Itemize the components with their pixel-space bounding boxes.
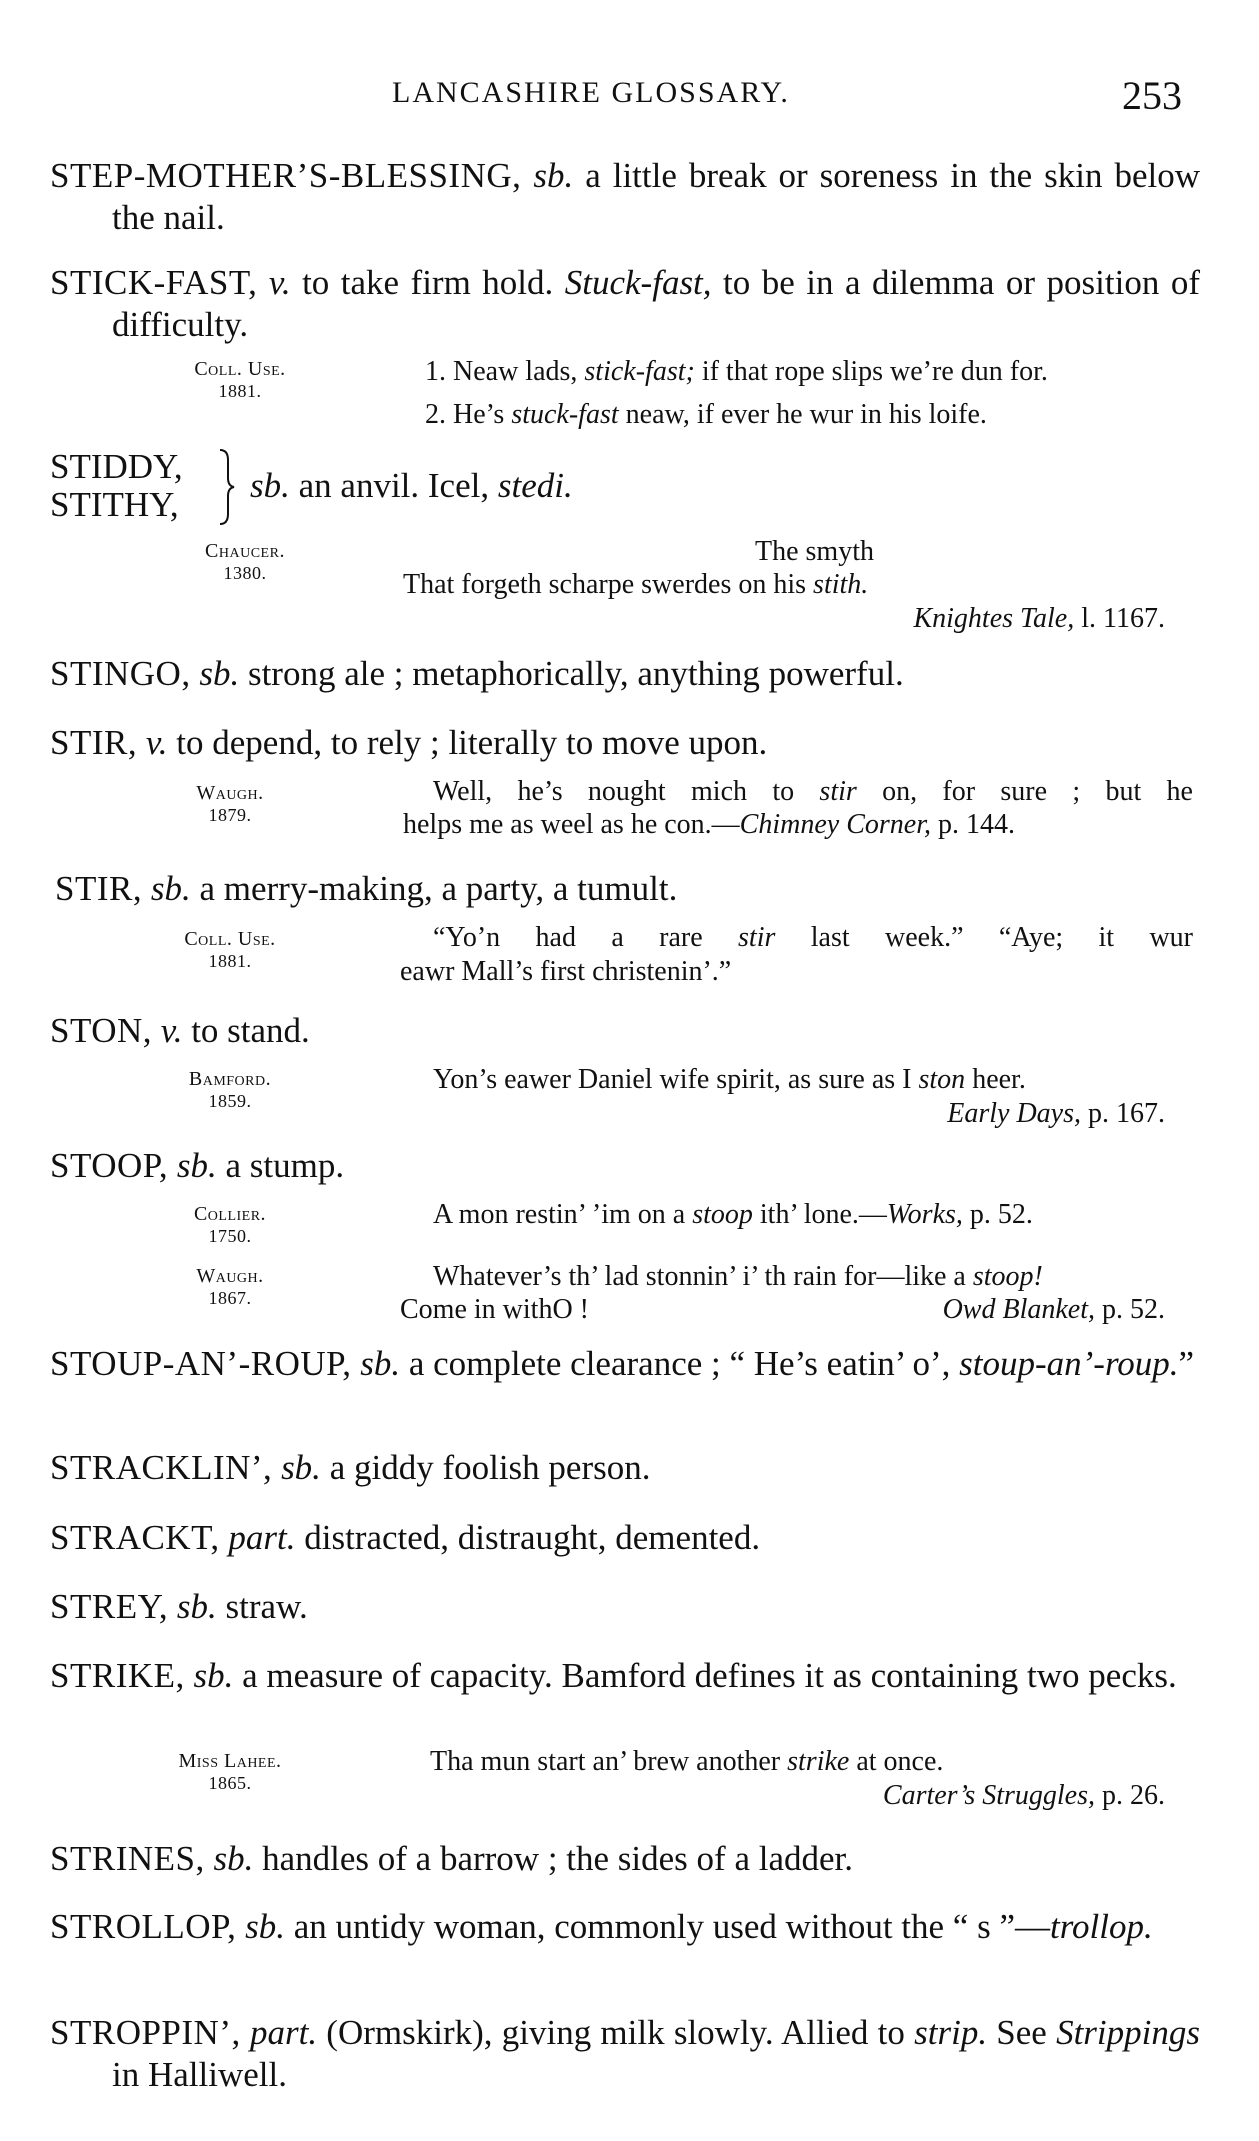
- definition-cont: to be in a dilemma or position of difficulty.: [112, 263, 1200, 344]
- source-year: 1750.: [208, 1226, 252, 1246]
- work-title: Early Days,: [947, 1098, 1081, 1129]
- definition: a measure of capacity. Bamford defines it as containing two pecks.: [233, 1656, 1177, 1695]
- source-name: Bamford.: [188, 1068, 272, 1090]
- source-name: Chaucer.: [205, 540, 285, 562]
- quotation-reference: [600, 1097, 1165, 1131]
- part-of-speech: sb.: [176, 1587, 217, 1626]
- definition-italic: Strippings: [1056, 2013, 1200, 2052]
- quotation-reference: [600, 602, 1165, 636]
- entry-strike: [50, 1655, 1200, 1697]
- quotation-2: [425, 398, 1195, 432]
- etymology: stedi.: [497, 466, 573, 505]
- definition: to stand.: [182, 1011, 310, 1050]
- headword: STRACKT,: [50, 1518, 220, 1557]
- quote-italic: stir: [738, 922, 776, 953]
- headword: STICK-FAST,: [50, 263, 258, 302]
- headword: STRACKLIN’,: [50, 1448, 273, 1487]
- work-title: Works,: [886, 1199, 963, 1230]
- definition-cont: in Halliwell.: [112, 2055, 287, 2094]
- citation-source: [155, 540, 335, 584]
- source-year: 1380.: [223, 563, 267, 583]
- part-of-speech: sb.: [199, 654, 240, 693]
- citation-source: [140, 1750, 320, 1794]
- quote-text: on, for sure ; but he: [856, 776, 1193, 807]
- part-of-speech: sb.: [245, 1907, 285, 1946]
- source-name: Waugh.: [196, 782, 264, 804]
- reference: p. 52.: [962, 1199, 1033, 1230]
- quote-italic: ston: [918, 1064, 966, 1095]
- source-year: 1881.: [218, 381, 262, 401]
- source-name: Miss Lahee.: [178, 1750, 282, 1772]
- citation-source: [140, 782, 320, 826]
- work-title: Chimney Corner,: [739, 809, 931, 840]
- quote-text: helps me as weel as he con.—: [403, 809, 740, 840]
- definition-italic: Stuck-fast,: [564, 263, 712, 302]
- entry-stracklin: [50, 1447, 1200, 1489]
- entry-strey: [50, 1586, 1200, 1628]
- definition-italic: trollop.: [1050, 1907, 1153, 1946]
- source-year: 1867.: [208, 1288, 252, 1308]
- entry-stick-fast: [50, 262, 1200, 346]
- quotation-line-1: [433, 1063, 1026, 1097]
- headword: STIR,: [50, 723, 138, 762]
- source-year: 1881.: [208, 951, 252, 971]
- definition: a little break or soreness in the skin below the nail.: [112, 156, 1201, 237]
- quote-text: That forgeth scharpe swerdes on his: [403, 569, 814, 600]
- quote-text: “Yo’n had a rare: [433, 922, 739, 953]
- definition: handles of a barrow ; the sides of a ladder.: [253, 1839, 854, 1878]
- definition: to depend, to rely ; literally to move upon.: [167, 723, 768, 762]
- part-of-speech: sb.: [281, 1448, 321, 1487]
- work-title: Owd Blanket,: [942, 1294, 1095, 1325]
- quotation-1: [425, 355, 1195, 389]
- reference: p. 52.: [1095, 1294, 1165, 1325]
- work-title: Carter’s Struggles,: [882, 1780, 1095, 1811]
- entry-strines: [50, 1838, 1200, 1880]
- headword: STROLLOP,: [50, 1907, 237, 1946]
- source-name: Collier.: [193, 1203, 267, 1225]
- part-of-speech: sb.: [213, 1839, 254, 1878]
- part-of-speech: sb.: [250, 466, 290, 505]
- quote-text: neaw, if ever he wur in his loife.: [618, 399, 987, 430]
- source-name: Waugh.: [196, 1265, 264, 1287]
- quote-text: 2. He’s: [425, 399, 512, 430]
- citation-source: [140, 1068, 320, 1112]
- definition: a merry-making, a party, a tumult.: [190, 869, 678, 908]
- quotation-line-1: The smyth: [755, 536, 874, 567]
- entry-stiddy-stithy: [50, 448, 850, 538]
- quote-text: at once.: [849, 1746, 944, 1777]
- headword-group: [50, 448, 183, 524]
- page-number: 253: [1122, 73, 1182, 118]
- part-of-speech: part.: [228, 1518, 296, 1557]
- reference: p. 167.: [1081, 1098, 1165, 1129]
- reference: p. 144.: [931, 809, 1015, 840]
- definition-italic: stoup-an’-roup.: [959, 1344, 1179, 1383]
- headword: STITHY,: [50, 485, 179, 524]
- headword: STINGO,: [50, 654, 191, 693]
- headword: STIR,: [55, 869, 143, 908]
- entry-stir-noun: [55, 868, 1205, 910]
- part-of-speech: sb.: [533, 156, 574, 195]
- part-of-speech: v.: [160, 1011, 183, 1050]
- entry-stoup-an-roup: [50, 1343, 1200, 1385]
- definition: an untidy woman, commonly used without the “ s ”—: [284, 1907, 1050, 1946]
- quote-text: Well, he’s nought mich to: [433, 776, 820, 807]
- definition: distracted, distraught, demented.: [295, 1518, 761, 1557]
- definition: a giddy foolish person.: [320, 1448, 651, 1487]
- quote-italic: stoop!: [972, 1261, 1043, 1292]
- reference: l. 1167.: [1074, 603, 1165, 634]
- quotation-line-1: [433, 921, 1193, 955]
- headword: STREY,: [50, 1587, 169, 1626]
- quote-italic: strike: [787, 1746, 850, 1777]
- work-title: Knightes Tale,: [913, 603, 1075, 634]
- quote-text: Yon’s eawer Daniel wife spirit, as sure as I: [433, 1064, 919, 1095]
- part-of-speech: v.: [145, 723, 168, 762]
- quote-text: Whatever’s th’ lad stonnin’ i’ th rain for—like a: [433, 1261, 973, 1292]
- part-of-speech: sb.: [150, 869, 191, 908]
- curly-brace-icon: [218, 448, 236, 526]
- quote-italic: stith.: [813, 569, 869, 600]
- definition: to take firm hold.: [290, 263, 565, 302]
- running-title: LANCASHIRE GLOSSARY.: [392, 76, 790, 109]
- quote-italic: stir: [819, 776, 857, 807]
- quote-italic: stoop: [692, 1199, 753, 1230]
- citation-source: [140, 928, 320, 972]
- citation-source: [150, 358, 330, 402]
- quote-text: ith’ lone.—: [752, 1199, 887, 1230]
- definition: a complete clearance ; “ He’s eatin’ o’,: [400, 1344, 960, 1383]
- part-of-speech: sb.: [193, 1656, 234, 1695]
- quote-text: A mon restin’ ’im on a: [433, 1199, 693, 1230]
- quote-text: last week.” “Aye; it wur: [775, 922, 1193, 953]
- headword: STIDDY,: [50, 447, 183, 486]
- headword: STRINES,: [50, 1839, 205, 1878]
- quote-text: 1. Neaw lads,: [425, 356, 585, 387]
- headword: STROPPIN’,: [50, 2013, 241, 2052]
- part-of-speech: sb.: [360, 1344, 401, 1383]
- definition-line: [250, 466, 573, 506]
- quote-text: Tha mun start an’ brew another: [430, 1746, 788, 1777]
- headword: STON,: [50, 1011, 153, 1050]
- quotation-reference: [800, 1293, 1165, 1327]
- part-of-speech: v.: [268, 263, 291, 302]
- reference: p. 26.: [1095, 1780, 1165, 1811]
- definition-cont: ”: [1178, 1344, 1195, 1383]
- definition: straw.: [216, 1587, 308, 1626]
- source-year: 1859.: [208, 1091, 252, 1111]
- definition: a stump.: [216, 1146, 345, 1185]
- page-header: [0, 73, 1259, 126]
- source-name: Coll. Use.: [184, 928, 276, 950]
- quotation-reference: [600, 1779, 1165, 1813]
- citation-source: [140, 1203, 320, 1247]
- entry-strackt: [50, 1517, 1200, 1559]
- entry-stir-verb: [50, 722, 1200, 764]
- definition-italic: strip.: [914, 2013, 988, 2052]
- quotation-line-1: [433, 775, 1193, 809]
- citation-source: [140, 1265, 320, 1309]
- entry-ston: [50, 1010, 1200, 1052]
- definition: an anvil. Icel,: [289, 466, 498, 505]
- quotation-line-2: [403, 808, 1015, 842]
- quotation-line-1: [433, 1198, 1033, 1232]
- part-of-speech: sb.: [176, 1146, 217, 1185]
- quotation-line-2: Come in withO !: [400, 1294, 589, 1325]
- headword: STRIKE,: [50, 1656, 185, 1695]
- quotation-line-2: eawr Mall’s first christenin’.”: [400, 956, 732, 987]
- quote-italic: stuck-fast: [511, 399, 619, 430]
- quote-text: heer.: [965, 1064, 1026, 1095]
- quote-text: if that rope slips we’re dun for.: [694, 356, 1048, 387]
- part-of-speech: part.: [249, 2013, 318, 2052]
- definition: (Ormskirk), giving milk slowly. Allied to: [317, 2013, 915, 2052]
- entry-stingo: [50, 653, 1200, 695]
- source-name: Coll. Use.: [194, 358, 286, 380]
- headword: STOOP,: [50, 1146, 169, 1185]
- headword: STOUP-AN’-ROUP,: [50, 1344, 352, 1383]
- source-year: 1879.: [208, 805, 252, 825]
- quotation-line-2: [403, 568, 868, 602]
- entry-stroppin: [50, 2012, 1200, 2096]
- quotation-line-1: [433, 1260, 1043, 1294]
- quote-italic: stick-fast;: [584, 356, 695, 387]
- definition-cont: See: [987, 2013, 1057, 2052]
- entry-strollop: [50, 1906, 1200, 1948]
- entry-stoop: [50, 1145, 1200, 1187]
- definition: strong ale ; metaphorically, anything powerful.: [239, 654, 904, 693]
- source-year: 1865.: [208, 1773, 252, 1793]
- quotation-line-1: [430, 1745, 943, 1779]
- entry-step-mothers-blessing: [50, 155, 1200, 239]
- headword: STEP-MOTHER’S-BLESSING,: [50, 156, 522, 195]
